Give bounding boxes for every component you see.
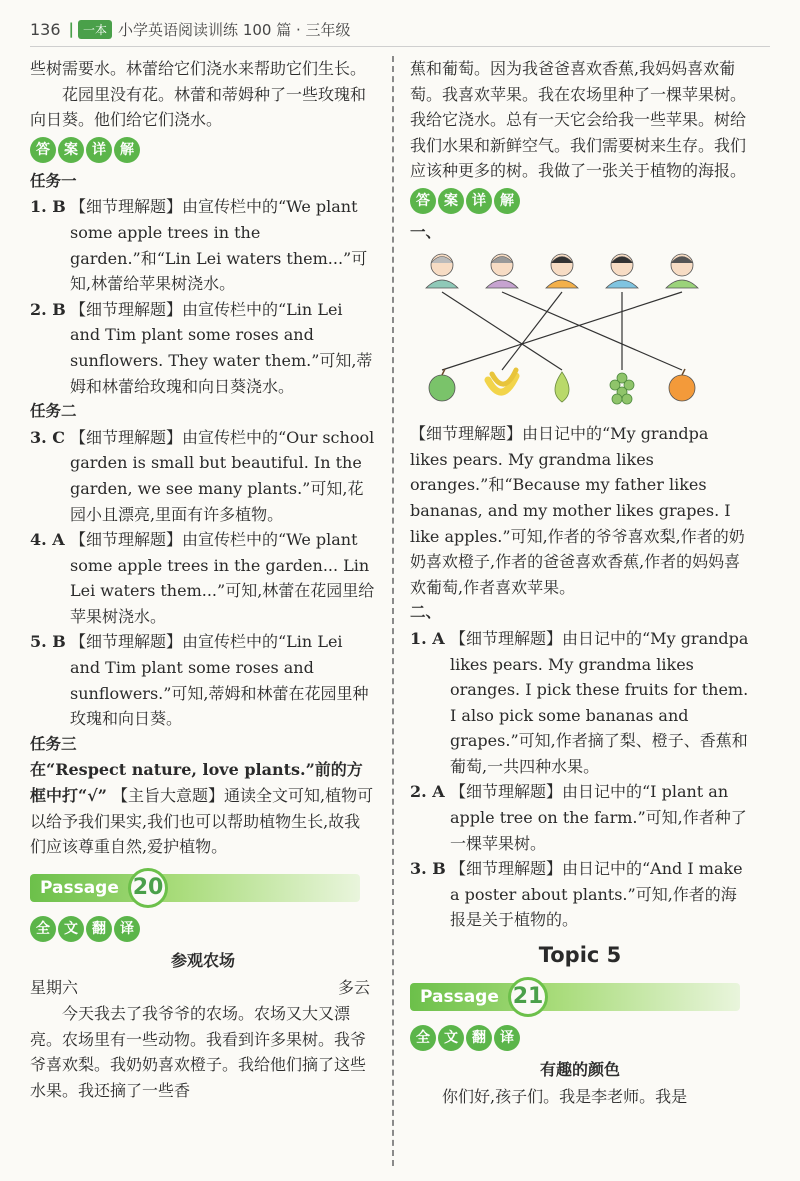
apple-icon — [429, 369, 455, 401]
section-2-heading: 二、 — [410, 603, 442, 622]
right-column — [410, 56, 750, 1110]
pear-icon — [555, 372, 569, 402]
book-logo: 一本 — [78, 20, 112, 39]
topic-heading: Topic 5 — [538, 943, 622, 968]
passage-number: 20 — [128, 868, 168, 908]
header-rule — [30, 46, 770, 47]
passage-number: 21 — [508, 977, 548, 1017]
answer-item: 4. A 【细节理解题】由宣传栏中的“We plant some apple trees in the garden... Lin Lei waters them...”可知,林蕾在花园里给苹果树浇水。 — [30, 530, 375, 626]
task-1-heading: 任务一 — [30, 171, 77, 190]
story-title: 参观农场 — [170, 950, 235, 970]
page-header — [30, 14, 351, 44]
column-divider — [392, 56, 394, 1166]
section-1-heading: 一、 — [410, 222, 442, 241]
answer-item: 3. C 【细节理解题】由宣传栏中的“Our school garden is small but beautiful. In the garden, we see many plants.”可知,花园小且漂亮,里面有许多植物。 — [30, 427, 375, 524]
section-1-explanation: 【细节理解题】由日记中的“My grandpa likes pears. My grandma likes oranges.”和“Because my father likes bananas, and my mother likes grapes. I like apples.”可知,作者的爷爷喜欢梨,作者的奶奶喜欢橙子,作者的爸爸喜欢香蕉,作者的妈妈喜欢葡萄,作者喜欢苹果。 — [410, 424, 745, 597]
child-icon — [666, 254, 698, 288]
left-column — [30, 56, 376, 1103]
passage-label: Passage — [420, 986, 499, 1007]
matching-diagram — [410, 248, 720, 408]
book-title: 小学英语阅读训练 100 篇 · 三年级 — [118, 20, 351, 39]
orange-icon — [669, 369, 695, 401]
task-3-heading: 任务三 — [30, 734, 77, 753]
intro-paragraph-2: 花园里没有花。林蕾和蒂姆种了一些玫瑰和向日葵。他们给它们浇水。 — [30, 84, 367, 130]
translation-tag: 全 文 翻 译 — [30, 916, 376, 942]
match-line — [442, 292, 682, 370]
task-2-heading: 任务二 — [30, 402, 77, 421]
answer-item: 3. B 【细节理解题】由日记中的“And I make a poster about plants.”可知,作者的海报是关于植物的。 — [410, 859, 743, 930]
answer-item: 2. B 【细节理解题】由宣传栏中的“Lin Lei and Tim plant some roses and sunflowers. They water them.”可知,蒂姆和林蕾给玫瑰和向日葵浇水。 — [30, 299, 373, 396]
answer-detail-tag: 答 案 详 解 — [410, 188, 750, 214]
girl-icon — [546, 254, 578, 288]
diary-date-row — [30, 975, 376, 1001]
grape-icon — [610, 373, 634, 404]
intro-paragraph-1: 些树需要水。林蕾给它们浇水来帮助它们生长。 — [30, 59, 367, 78]
match-line — [442, 292, 562, 370]
match-line — [502, 292, 682, 370]
banana-icon — [488, 370, 516, 392]
answer-item: 1. A 【细节理解题】由日记中的“My grandpa likes pears. My grandma likes oranges. I pick these fruits for them. I also pick some bananas and grapes.”可知,作者摘了梨、橙子、香蕉和葡萄,一共四种水果。 — [410, 628, 749, 776]
answer-detail-tag: 答 案 详 解 — [30, 137, 376, 163]
story-paragraph: 今天我去了我爷爷的农场。农场又大又漂亮。农场里有一些动物。我看到许多果树。我爷爷喜欢梨。我奶奶喜欢橙子。我给他们摘了这些水果。我还摘了一些香 — [30, 1004, 367, 1100]
boy-icon — [606, 254, 638, 288]
diary-day: 星期六 — [30, 978, 79, 998]
answer-item: 2. A 【细节理解题】由日记中的“I plant an apple tree on the farm.”可知,作者种了一棵苹果树。 — [410, 782, 747, 853]
answer-item: 1. B 【细节理解题】由宣传栏中的“We plant some apple trees in the garden.”和“Lin Lei waters them...”可知,林蕾给苹果树浇水。 — [30, 197, 368, 294]
diary-weather: 多云 — [337, 978, 370, 998]
passage-banner — [30, 868, 376, 908]
story-title: 有趣的颜色 — [539, 1059, 620, 1079]
header-separator: | — [68, 20, 75, 38]
task-3-answer: 在“Respect nature, love plants.”前的方框中打“√” 【主旨大意题】通读全文可知,植物可以给予我们果实,我们也可以帮助植物生长,故我们应该尊重自然,爱护植物。 — [30, 760, 374, 857]
grandma-icon — [486, 254, 518, 288]
match-line — [502, 292, 562, 370]
passage-banner — [410, 977, 750, 1017]
story-paragraph: 你们好,孩子们。我是李老师。我是 — [442, 1087, 688, 1107]
translation-tag: 全 文 翻 译 — [410, 1025, 750, 1051]
story-continued: 蕉和葡萄。因为我爸爸喜欢香蕉,我妈妈喜欢葡萄。我喜欢苹果。我在农场里种了一棵苹果树。我给它浇水。总有一天它会给我一些苹果。树给我们水果和新鲜空气。我们需要树来生存。我们应该种更多的树。我做了一张关于植物的海报。 — [410, 59, 747, 181]
page-number: 136 — [30, 19, 61, 39]
grandpa-icon — [426, 254, 458, 288]
answer-item: 5. B 【细节理解题】由宣传栏中的“Lin Lei and Tim plant some roses and sunflowers.”可知,蒂姆和林蕾在花园里种玫瑰和向日葵。 — [30, 632, 369, 729]
passage-label: Passage — [40, 877, 119, 898]
